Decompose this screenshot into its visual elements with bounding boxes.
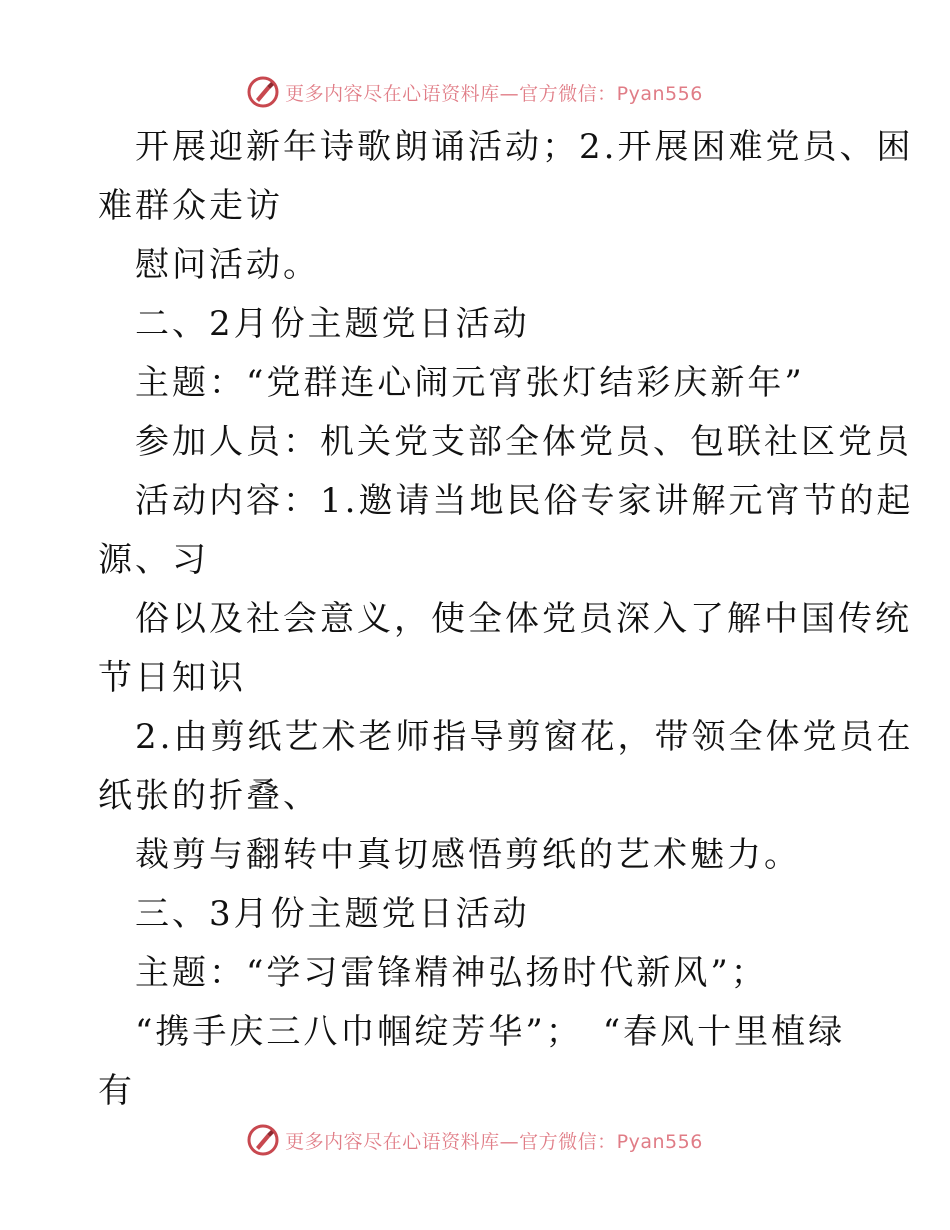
text-line: 有 — [98, 1071, 135, 1111]
text-line: “携手庆三八巾帼绽芳华”； “春风十里植绿 — [135, 1012, 846, 1052]
text-line: 主题：“学习雷锋精神弘扬时代新风”； — [135, 953, 768, 993]
watermark-text: 更多内容尽在心语资料库—官方微信：Pyan556 — [285, 1130, 703, 1153]
text-line: 裁剪与翻转中真切感悟剪纸的艺术魅力。 — [135, 835, 801, 875]
text-line: 难群众走访 — [98, 186, 283, 226]
text-line: 三、3月份主题党日活动 — [135, 894, 530, 934]
document-body — [98, 118, 914, 1121]
watermark-group — [247, 76, 703, 108]
text-line: 二、2月份主题党日活动 — [135, 304, 530, 344]
text-line: 开展迎新年诗歌朗诵活动；2.开展困难党员、困 — [135, 127, 914, 167]
watermark-group — [247, 1124, 703, 1156]
text-line: 2.由剪纸艺术老师指导剪窗花，带领全体党员在 — [135, 717, 914, 757]
text-line: 源、习 — [98, 540, 209, 580]
watermark-text: 更多内容尽在心语资料库—官方微信：Pyan556 — [285, 82, 703, 105]
text-line: 节日知识 — [98, 658, 246, 698]
text-line: 参加人员：机关党支部全体党员、包联社区党员 — [135, 422, 912, 462]
pen-logo-icon — [247, 76, 279, 108]
text-line: 俗以及社会意义，使全体党员深入了解中国传统 — [135, 599, 912, 639]
watermark-footer — [0, 1120, 950, 1160]
watermark-header — [0, 72, 950, 112]
text-line: 慰问活动。 — [135, 245, 320, 285]
text-line: 主题：“党群连心闹元宵张灯结彩庆新年” — [135, 363, 805, 403]
pen-logo-icon — [247, 1124, 279, 1156]
text-line: 纸张的折叠、 — [98, 776, 320, 816]
text-line: 活动内容：1.邀请当地民俗专家讲解元宵节的起 — [135, 481, 914, 521]
